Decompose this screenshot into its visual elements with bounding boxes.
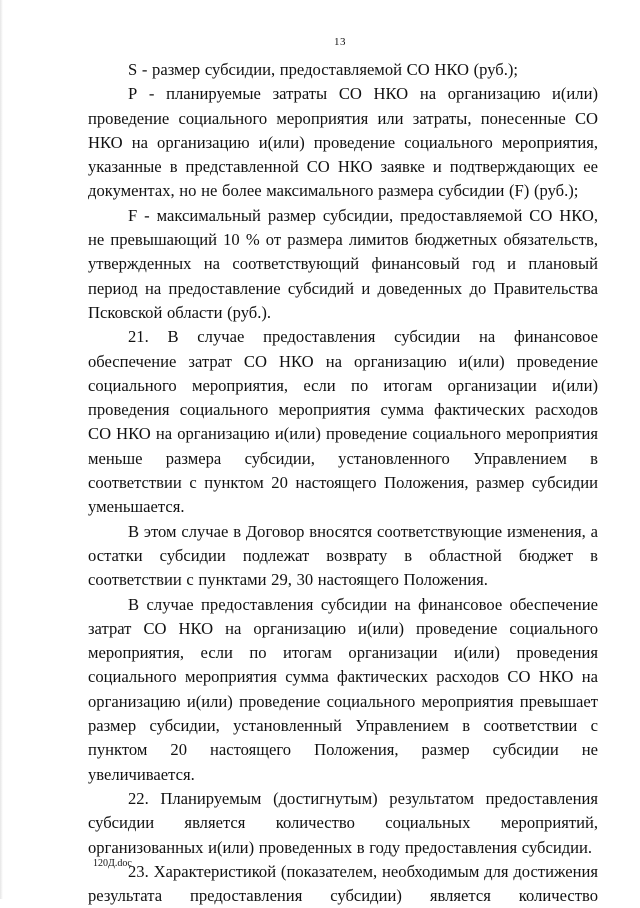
paragraph-f-definition: F - максимальный размер субсидии, предоставляемой СО НКО, не превышающий 10 % от размера лимитов бюджетных обязательств, утвержденных на соответствующий финансовый год и плановый период на предоставление субсидий и доведенных до Правительства Псковской области (руб.). [88,205,598,322]
paragraph-clause-23: 23. Характеристикой (показателем, необходимым для достижения результата предоставления субсидии) является количество [88,861,598,906]
paragraph-clause-21: 21. В случае предоставления субсидии на финансовое обеспечение затрат СО НКО на организацию и(или) проведение социального мероприятия, если по итогам организации и(или) проведения социального мероприятия сумма фактических расходов СО НКО на организацию и(или) проведение социального мероприятия меньше размера субсидии, установленного Управлением в соответствии с пунктом 20 настоящего Положения, размер субсидии уменьшается. [88,327,598,517]
footer-filename: 120Д.doc [93,858,132,869]
document-body [88,58,598,908]
paragraph-s-definition: S - размер субсидии, предоставляемой СО НКО (руб.); [128,60,519,79]
paragraph-p-definition: Р - планируемые затраты СО НКО на организацию и(или) проведение социального мероприятия или затраты, понесенные СО НКО на организацию и(или) проведение социального мероприятия, указанные в представленной СО НКО заявке и подтверждающих ее документах, но не более максимального размера субсидии (F) (руб.); [88,84,598,201]
paragraph-no-increase: В случае предоставления субсидии на финансовое обеспечение затрат СО НКО на организацию и(или) проведение социального мероприятия, если по итогам организации и(или) проведения социального мероприятия сумма фактических расходов СО НКО на организацию и(или) проведение социального мероприятия превышает размер субсидии, установленный Управлением в соответствии с пунктом 20 настоящего Положения, размер субсидии не увеличивается. [88,594,598,784]
paragraph-contract-changes: В этом случае в Договор вносятся соответствующие изменения, а остатки субсидии подлежат возврату в областной бюджет в соответствии с пунктами 29, 30 настоящего Положения. [88,521,598,590]
page-edge-shadow [0,0,3,899]
paragraph-clause-22: 22. Планируемым (достигнутым) результатом предоставления субсидии является количество социальных мероприятий, организованных и(или) проведенных в году предоставления субсидии. [88,788,598,857]
page-number: 13 [334,36,346,48]
